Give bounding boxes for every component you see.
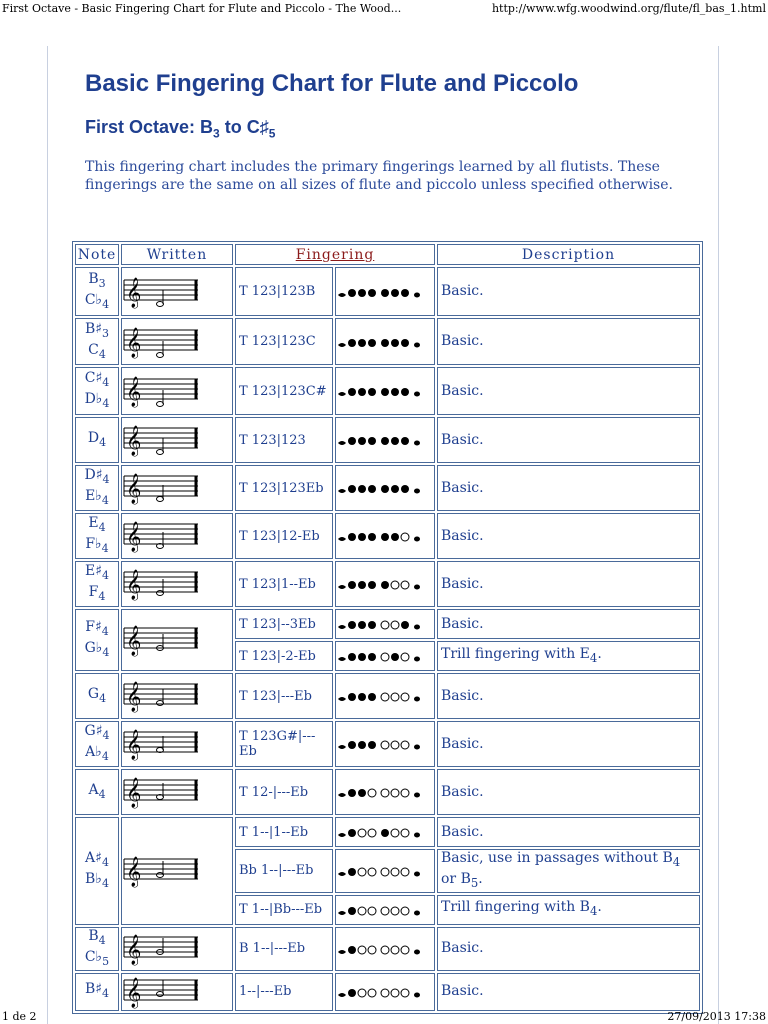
fingering-keys <box>335 973 435 1011</box>
svg-text:𝄞: 𝄞 <box>126 730 142 760</box>
fingering-diagram <box>336 648 432 664</box>
print-footer <box>0 1006 768 1024</box>
fingering-diagram <box>336 284 432 300</box>
description: Basic. <box>437 673 700 719</box>
note-name: $E_4$ $F♭_4$ <box>75 513 119 559</box>
fingering-keys <box>335 641 435 671</box>
svg-text:𝄞: 𝄞 <box>126 626 142 656</box>
fingering-diagram <box>336 784 432 800</box>
table-row <box>75 465 700 511</box>
fingering-diagram <box>336 432 432 448</box>
page-border-left <box>47 46 48 1024</box>
table-row <box>75 721 700 767</box>
written-staff <box>121 973 233 1011</box>
print-timestamp: 27/09/2013 17:38 <box>667 1010 766 1023</box>
note-name: $F♯_4$ $G♭_4$ <box>75 609 119 671</box>
fingering-keys <box>335 721 435 767</box>
table-row <box>75 513 700 559</box>
note-name: $G♯_4$ $A♭_4$ <box>75 721 119 767</box>
table-row <box>75 267 700 316</box>
svg-text:𝄞: 𝄞 <box>126 682 142 712</box>
staff-notation <box>122 470 202 506</box>
fingering-diagram <box>336 616 432 632</box>
page-tab-title: First Octave - Basic Fingering Chart for Flute and Piccolo - The Wood... <box>2 2 402 15</box>
written-staff <box>121 417 233 463</box>
intro-text: This fingering chart includes the primary fingerings learned by all flutists. These fingerings are the same on all sizes of flute and piccolo unless specified otherwise. <box>85 159 673 193</box>
description: Basic. <box>437 513 700 559</box>
fingering-keys <box>335 849 435 893</box>
fingering-keys <box>335 817 435 847</box>
staff-notation <box>122 853 202 889</box>
table-row <box>75 367 700 415</box>
note-name: $D♯_4$ $E♭_4$ <box>75 465 119 511</box>
fingering-code: T 123G#|---Eb <box>235 721 333 767</box>
col-note: Note <box>75 244 119 265</box>
fingering-keys <box>335 609 435 639</box>
fingering-code: T 123|123 <box>235 417 333 463</box>
table-row <box>75 318 700 365</box>
svg-text:𝄞: 𝄞 <box>126 277 142 308</box>
description: Basic. <box>437 417 700 463</box>
fingering-code: T 12-|---Eb <box>235 769 333 815</box>
description: Basic. <box>437 721 700 767</box>
note-name: $B_3$ $C♭_4$ <box>75 267 119 316</box>
staff-notation <box>122 274 202 310</box>
fingering-diagram <box>336 736 432 752</box>
fingering-diagram <box>336 824 432 840</box>
written-staff <box>121 817 233 925</box>
description: Trill fingering with $B_4$. <box>437 895 700 925</box>
description: Basic. <box>437 465 700 511</box>
fingering-diagram <box>336 528 432 544</box>
fingering-diagram <box>336 480 432 496</box>
fingering-diagram <box>336 902 432 918</box>
staff-notation <box>122 324 202 360</box>
svg-text:𝄞: 𝄞 <box>126 570 142 600</box>
staff-notation <box>122 518 202 554</box>
fingering-code: T 123|123C <box>235 318 333 365</box>
written-staff <box>121 769 233 815</box>
note-name: $D_4$ <box>75 417 119 463</box>
fingering-keys <box>335 673 435 719</box>
description: Basic. <box>437 267 700 316</box>
description: Basic. <box>437 609 700 639</box>
fingering-keys <box>335 513 435 559</box>
written-staff <box>121 318 233 365</box>
table-row <box>75 927 700 971</box>
staff-notation <box>122 774 202 810</box>
fingering-keys <box>335 267 435 316</box>
fingering-keys <box>335 561 435 607</box>
note-name: $A♯_4$ $B♭_4$ <box>75 817 119 925</box>
written-staff <box>121 267 233 316</box>
col-written: Written <box>121 244 233 265</box>
note-name: $C♯_4$ $D♭_4$ <box>75 367 119 415</box>
table-row <box>75 609 700 639</box>
staff-notation <box>122 726 202 762</box>
table-row <box>75 417 700 463</box>
description: Basic. <box>437 367 700 415</box>
staff-notation <box>122 422 202 458</box>
description: Basic. <box>437 973 700 1011</box>
table-row <box>75 673 700 719</box>
staff-notation <box>122 566 202 602</box>
note-name: $A_4$ <box>75 769 119 815</box>
fingering-diagram <box>336 334 432 350</box>
fingering-table <box>72 241 703 1014</box>
staff-notation <box>122 622 202 658</box>
svg-text:𝄞: 𝄞 <box>126 377 142 407</box>
fingering-code: 1--|---Eb <box>235 973 333 1011</box>
written-staff <box>121 609 233 671</box>
svg-text:𝄞: 𝄞 <box>126 934 142 965</box>
staff-notation <box>122 678 202 714</box>
written-staff <box>121 465 233 511</box>
svg-text:𝄞: 𝄞 <box>126 474 142 504</box>
page-title: Basic Fingering Chart for Flute and Piccolo <box>85 70 579 97</box>
written-staff <box>121 673 233 719</box>
fingering-code: T 123|123Eb <box>235 465 333 511</box>
fingering-diagram <box>336 863 432 879</box>
svg-text:𝄞: 𝄞 <box>126 856 142 887</box>
fingering-code: T 123|123C# <box>235 367 333 415</box>
fingering-keys <box>335 367 435 415</box>
fingering-code: T 123|123B <box>235 267 333 316</box>
fingering-diagram <box>336 941 432 957</box>
table-row <box>75 769 700 815</box>
note-name: $G_4$ <box>75 673 119 719</box>
section-title: First Octave: $B_3$ to $C♯_5$ <box>85 117 276 141</box>
note-name: $E♯_4$ $F_4$ <box>75 561 119 607</box>
fingering-code: T 123|-2-Eb <box>235 641 333 671</box>
written-staff <box>121 367 233 415</box>
note-name: $B♯_3$ $C_4$ <box>75 318 119 365</box>
fingering-code: T 123|--3Eb <box>235 609 333 639</box>
page-url[interactable]: http://www.wfg.woodwind.org/flute/fl_bas_1.html <box>491 2 766 15</box>
fingering-keys <box>335 417 435 463</box>
print-header <box>0 0 768 18</box>
fingering-code: T 123|---Eb <box>235 673 333 719</box>
fingering-code: T 1--|Bb---Eb <box>235 895 333 925</box>
fingering-keys <box>335 318 435 365</box>
description: Basic. <box>437 769 700 815</box>
description: Basic, use in passages without $B_4$ or $B_5$. <box>437 849 700 893</box>
col-fingering-link[interactable]: Fingering <box>235 244 435 265</box>
fingering-code: B 1--|---Eb <box>235 927 333 971</box>
fingering-diagram <box>336 576 432 592</box>
page-number: 1 de 2 <box>2 1010 37 1023</box>
note-name: $B♯_4$ <box>75 973 119 1011</box>
fingering-code: T 1--|1--Eb <box>235 817 333 847</box>
written-staff <box>121 927 233 971</box>
written-staff <box>121 513 233 559</box>
description: Trill fingering with $E_4$. <box>437 641 700 671</box>
table-row <box>75 561 700 607</box>
svg-text:𝄞: 𝄞 <box>126 522 142 552</box>
written-staff <box>121 721 233 767</box>
table-row <box>75 973 700 1011</box>
description: Basic. <box>437 817 700 847</box>
fingering-diagram <box>336 984 432 1000</box>
fingering-keys <box>335 769 435 815</box>
description: Basic. <box>437 561 700 607</box>
fingering-diagram <box>336 688 432 704</box>
svg-text:𝄞: 𝄞 <box>126 327 142 358</box>
fingering-keys <box>335 465 435 511</box>
description: Basic. <box>437 927 700 971</box>
staff-notation <box>122 931 202 967</box>
svg-text:𝄞: 𝄞 <box>126 778 142 808</box>
fingering-code: T 123|12-Eb <box>235 513 333 559</box>
description: Basic. <box>437 318 700 365</box>
col-description: Description <box>437 244 700 265</box>
svg-text:𝄞: 𝄞 <box>126 426 142 456</box>
table-row <box>75 817 700 847</box>
note-name: $B_4$ $C♭_5$ <box>75 927 119 971</box>
staff-notation <box>122 373 202 409</box>
fingering-diagram <box>336 383 432 399</box>
written-staff <box>121 561 233 607</box>
staff-notation <box>122 974 202 1010</box>
fingering-code: T 123|1--Eb <box>235 561 333 607</box>
fingering-keys <box>335 927 435 971</box>
fingering-keys <box>335 895 435 925</box>
page-border-right <box>718 46 719 1024</box>
svg-text:𝄞: 𝄞 <box>126 977 142 1008</box>
fingering-code: Bb 1--|---Eb <box>235 849 333 893</box>
